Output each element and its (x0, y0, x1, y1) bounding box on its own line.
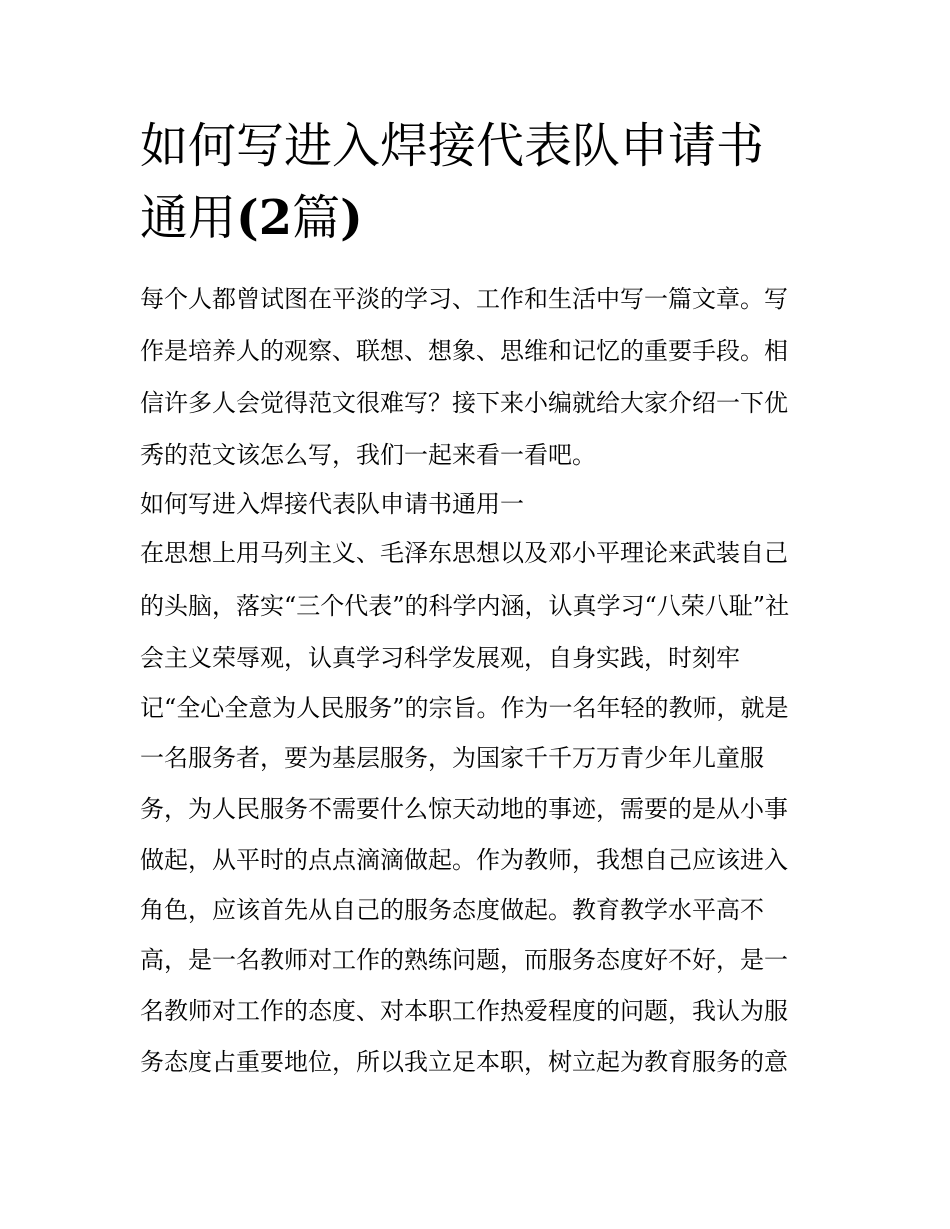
intro-line-2: 作是培养人的观察、联想、想象、思维和记忆的重要手段。相 (140, 337, 788, 365)
document-title (140, 110, 820, 254)
intro-line-4: 秀的范文该怎么写，我们一起来看一看吧。 (140, 441, 596, 469)
body-line-2: 的头脑，落实“三个代表”的科学内涵，认真学习“八荣八耻”社 (140, 592, 790, 620)
intro-line-1: 每个人都曾试图在平淡的学习、工作和生活中写一篇文章。写 (140, 285, 788, 313)
body-line-6: 务，为人民服务不需要什么惊天动地的事迹，需要的是从小事 (140, 795, 788, 823)
title-text-main: 如何写进入焊接代表队申请书 (140, 118, 765, 174)
title-count-open: (2 (236, 190, 293, 246)
title-text-general: 通用 (140, 190, 237, 246)
body-line-1: 在思想上用马列主义、毛泽东思想以及邓小平理论来武装自己 (140, 539, 788, 567)
intro-line-3: 信许多人会觉得范文很难写？接下来小编就给大家介绍一下优 (140, 389, 788, 417)
body-line-8: 角色，应该首先从自己的服务态度做起。教育教学水平高不 (140, 896, 764, 924)
section-heading: 如何写进入焊接代表队申请书通用一 (140, 490, 524, 518)
body-line-4: 记“全心全意为人民服务”的宗旨。作为一名年轻的教师，就是 (140, 694, 789, 722)
body-line-9: 高，是一名教师对工作的熟练问题，而服务态度好不好，是一 (140, 946, 788, 974)
body-line-11: 务态度占重要地位，所以我立足本职，树立起为教育服务的意 (140, 1048, 788, 1076)
body-line-10: 名教师对工作的态度、对本职工作热爱程度的问题，我认为服 (140, 997, 788, 1025)
body-line-3: 会主义荣辱观，认真学习科学发展观，自身实践，时刻牢 (140, 644, 740, 672)
body-line-5: 一名服务者，要为基层服务，为国家千千万万青少年儿童服 (140, 744, 764, 772)
body-line-7: 做起，从平时的点点滴滴做起。作为教师，我想自己应该进入 (140, 846, 788, 874)
title-count-close: ) (340, 190, 363, 246)
title-count-unit: 篇 (292, 190, 341, 246)
